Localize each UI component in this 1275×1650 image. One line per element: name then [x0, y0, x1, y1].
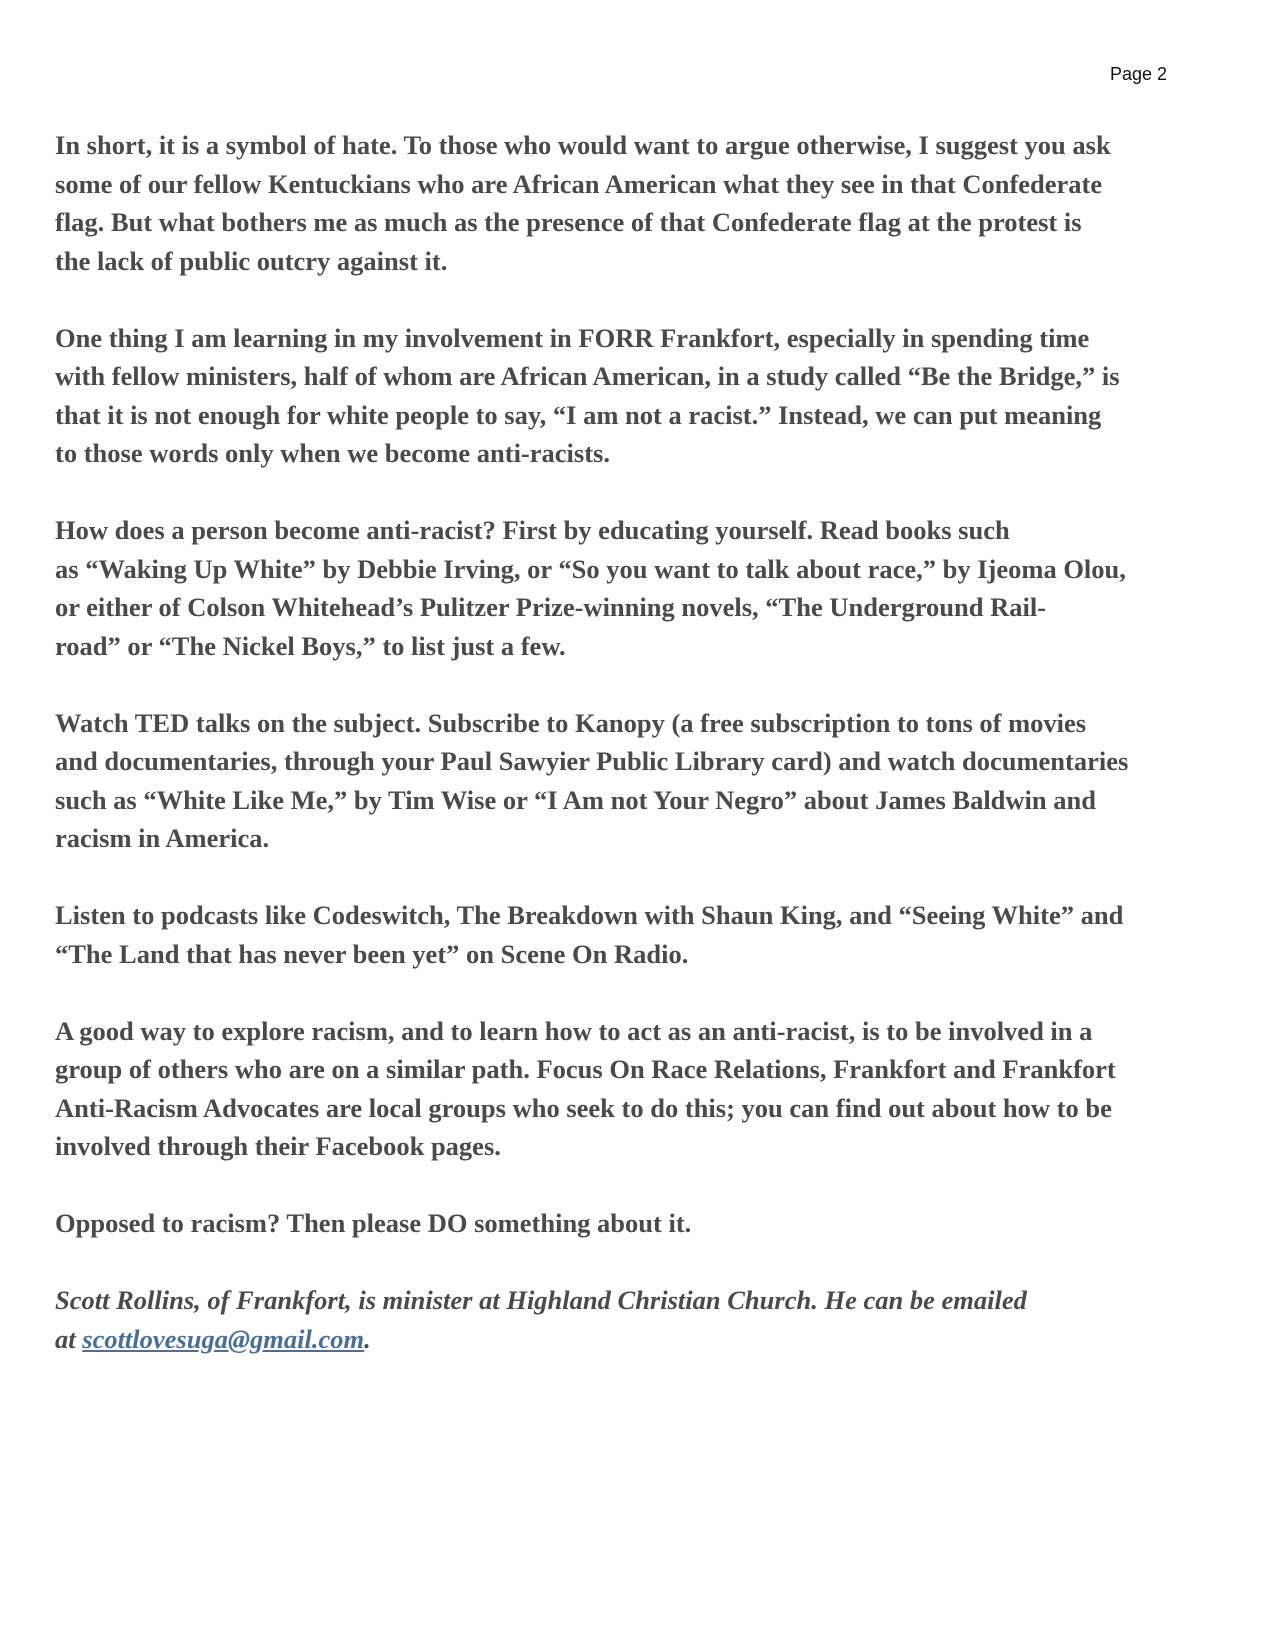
text-line: Opposed to racism? Then please DO something about it.: [55, 1208, 692, 1238]
text-line: How does a person become anti-racist? First by educating yourself. Read books such: [55, 515, 1010, 545]
text-line: group of others who are on a similar path. Focus On Race Relations, Frankfort and Frankfort: [55, 1054, 1116, 1084]
text-line: A good way to explore racism, and to learn how to act as an anti-racist, is to be involved in a: [55, 1015, 1093, 1046]
text-line: with fellow ministers, half of whom are African American, in a study called “Be the Bridge,” is: [55, 361, 1120, 391]
byline-line: Scott Rollins, of Frankfort, is minister at Highland Christian Church. He can be emailed: [55, 1285, 1027, 1315]
text-line: that it is not enough for white people to say, “I am not a racist.” Instead, we can put meaning: [55, 399, 1102, 430]
text-line: as “Waking Up White” by Debbie Irving, or “So you want to talk about race,” by Ijeoma Olou,: [55, 553, 1126, 584]
byline-prefix: at: [55, 1323, 83, 1354]
author-byline: [55, 1281, 1235, 1358]
text-line: In short, it is a symbol of hate. To those who would want to argue otherwise, I suggest you ask: [55, 130, 1111, 160]
byline-suffix: .: [364, 1323, 371, 1354]
text-line: and documentaries, through your Paul Sawyier Public Library card) and watch documentaries: [55, 746, 1129, 776]
text-line: “The Land that has never been yet” on Scene On Radio.: [55, 938, 689, 969]
paragraph-7: [55, 1204, 1235, 1243]
text-line: Anti-Racism Advocates are local groups who seek to do this; you can find out about how to be: [55, 1092, 1112, 1123]
text-line: One thing I am learning in my involvement in FORR Frankfort, especially in spending time: [55, 322, 1090, 353]
byline-line: [55, 1320, 1235, 1359]
text-line: flag. But what bothers me as much as the presence of that Confederate flag at the protest is: [55, 207, 1082, 237]
text-line: or either of Colson Whitehead’s Pulitzer Prize-winning novels, “The Underground Rail-: [55, 592, 1047, 622]
text-line: Listen to podcasts like Codeswitch, The Breakdown with Shaun King, and “Seeing White” and: [55, 900, 1124, 930]
text-line: to those words only when we become anti-racists.: [55, 438, 610, 468]
paragraph-3: [55, 511, 1235, 665]
paragraph-4: [55, 704, 1235, 858]
text-line: some of our fellow Kentuckians who are African American what they see in that Confederate: [55, 168, 1103, 199]
paragraph-6: [55, 1012, 1235, 1166]
text-line: road” or “The Nickel Boys,” to list just a few.: [55, 630, 566, 661]
page-number: Page 2: [1109, 64, 1167, 84]
text-line: the lack of public outcry against it.: [55, 245, 448, 276]
text-line: Watch TED talks on the subject. Subscribe to Kanopy (a free subscription to tons of movies: [55, 707, 1087, 738]
paragraph-5: [55, 896, 1235, 973]
paragraph-1: [55, 126, 1235, 280]
text-line: involved through their Facebook pages.: [55, 1131, 501, 1161]
text-line: racism in America.: [55, 823, 270, 853]
email-link[interactable]: scottlovesuga@gmail.com: [82, 1323, 365, 1354]
text-line: such as “White Like Me,” by Tim Wise or “I Am not Your Negro” about James Baldwin and: [55, 784, 1097, 815]
paragraph-2: [55, 319, 1235, 473]
article-body: [55, 126, 1235, 1397]
